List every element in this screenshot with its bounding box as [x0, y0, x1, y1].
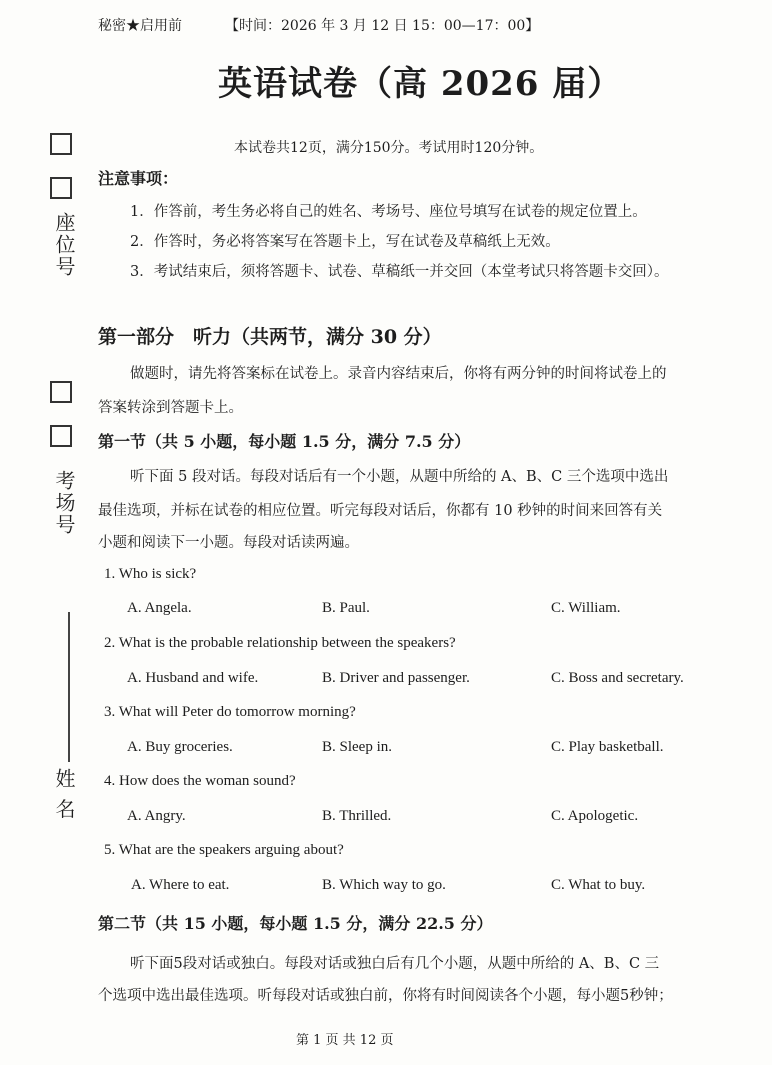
q2-option-a: A. Husband and wife.: [127, 670, 259, 686]
page-title: 英语试卷（高 2026 届）: [218, 64, 623, 104]
section2-instructions-line2: 个选项中选出最佳选项。听每段对话或独白前，你将有时间阅读各个小题，每小题5秒钟；: [98, 988, 673, 1004]
seat-number-label: 座位号: [52, 212, 76, 278]
q5-option-b: B. Which way to go.: [322, 877, 446, 893]
note-item: 1．作答前，考生务必将自己的姓名、考场号、座位号填写在试卷的规定位置上。: [130, 204, 647, 220]
notes-heading: 注意事项：: [98, 169, 179, 188]
q4-option-b: B. Thrilled.: [322, 808, 392, 824]
q3-option-a: A. Buy groceries.: [127, 739, 233, 755]
section2-instructions-line1: 听下面5段对话或独白。每段对话或独白后有几个小题，从题中所给的 A、B、C 三: [130, 956, 660, 972]
note-item: 2．作答时，务必将答案写在答题卡上，写在试卷及草稿纸上无效。: [130, 234, 560, 250]
exam-summary: 本试卷共12页，满分150分。考试用时120分钟。: [234, 140, 544, 156]
q1-option-c: C. William.: [551, 600, 621, 616]
section2-heading: 第二节（共 15 小题，每小题 1.5 分，满分 22.5 分）: [98, 914, 493, 933]
q5-option-a: A. Where to eat.: [131, 877, 230, 893]
q1-option-b: B. Paul.: [322, 600, 370, 616]
note-item: 3．考试结束后，须将答题卡、试卷、草稿纸一并交回（本堂考试只将答题卡交回）。: [130, 264, 669, 280]
question-1: 1. Who is sick?: [104, 566, 197, 582]
part1-heading: 第一部分 听力（共两节，满分 30 分）: [98, 326, 442, 348]
question-2: 2. What is the probable relationship between the speakers?: [104, 635, 456, 651]
page-number: 第 1 页 共 12 页: [296, 1033, 394, 1048]
question-4: 4. How does the woman sound?: [104, 773, 296, 789]
seat-box-2[interactable]: [50, 177, 72, 199]
q4-option-a: A. Angry.: [127, 808, 186, 824]
section1-instructions-line2: 最佳选项，并标在试卷的相应位置。听完每段对话后，你都有 10 秒钟的时间来回答有关: [98, 503, 663, 519]
q3-option-b: B. Sleep in.: [322, 739, 392, 755]
room-box-1[interactable]: [50, 381, 72, 403]
part1-instructions-line1: 做题时，请先将答案标在试卷上。录音内容结束后，你将有两分钟的时间将试卷上的: [130, 366, 667, 382]
section1-heading: 第一节（共 5 小题，每小题 1.5 分，满分 7.5 分）: [98, 432, 471, 451]
q2-option-c: C. Boss and secretary.: [551, 670, 684, 686]
q1-option-a: A. Angela.: [127, 600, 192, 616]
question-3: 3. What will Peter do tomorrow morning?: [104, 704, 356, 720]
section1-instructions-line3: 小题和阅读下一小题。每段对话读两遍。: [98, 535, 359, 551]
section1-instructions-line1: 听下面 5 段对话。每段对话后有一个小题，从题中所给的 A、B、C 三个选项中选出: [130, 469, 669, 485]
q2-option-b: B. Driver and passenger.: [322, 670, 470, 686]
part1-instructions-line2: 答案转涂到答题卡上。: [98, 400, 243, 416]
q3-option-c: C. Play basketball.: [551, 739, 664, 755]
q5-option-c: C. What to buy.: [551, 877, 646, 893]
question-5: 5. What are the speakers arguing about?: [104, 842, 344, 858]
name-write-line[interactable]: [68, 612, 70, 762]
q4-option-c: C. Apologetic.: [551, 808, 639, 824]
name-label: 姓 名: [52, 768, 76, 821]
secret-label: 秘密★启用前: [98, 18, 182, 34]
exam-time: 【时间：2026 年 3 月 12 日 15：00—17：00】: [225, 18, 540, 34]
room-box-2[interactable]: [50, 425, 72, 447]
room-number-label: 考场号: [52, 470, 76, 536]
seat-box-1[interactable]: [50, 133, 72, 155]
